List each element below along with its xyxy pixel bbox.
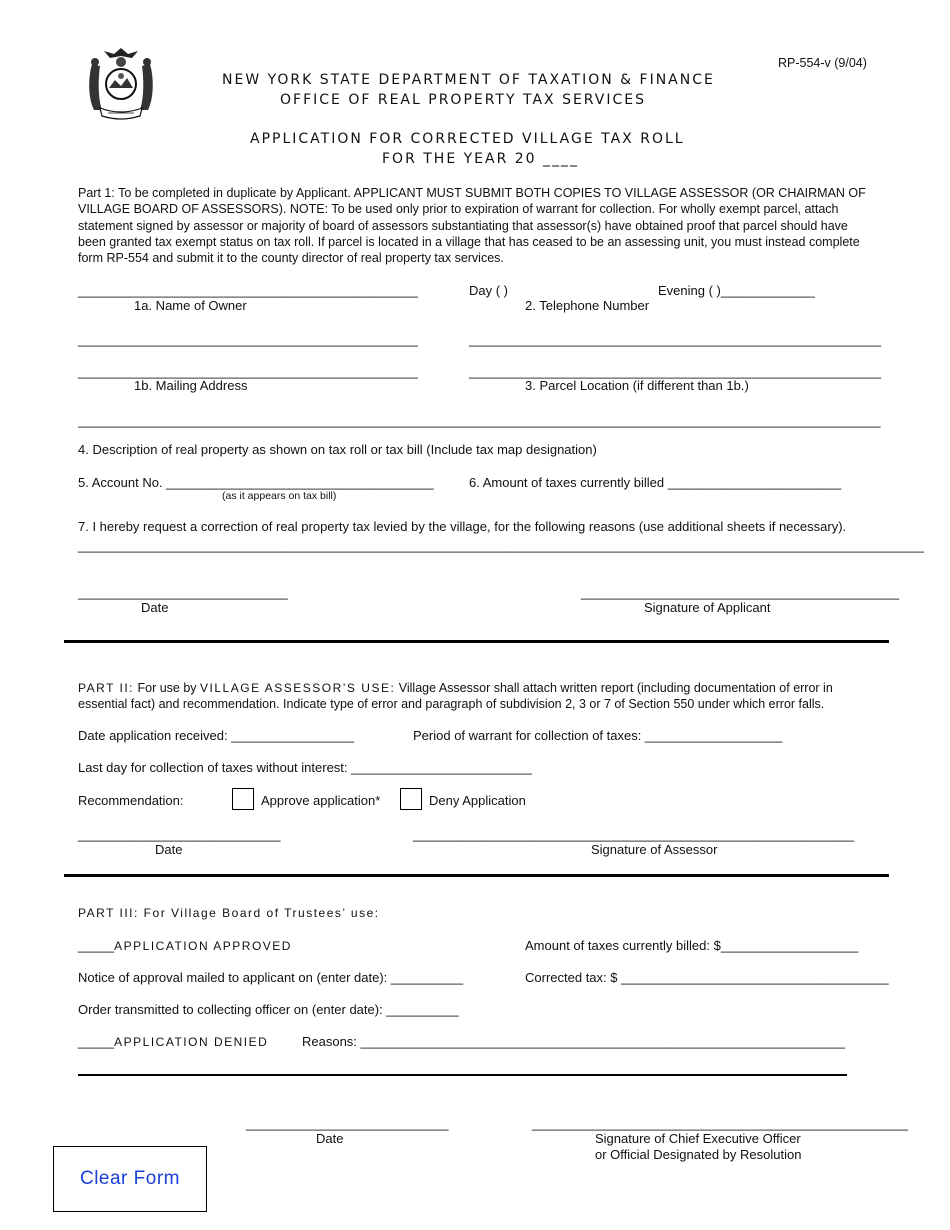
approved-label: APPLICATION APPROVED: [114, 939, 292, 953]
deny-label: Deny Application: [429, 793, 526, 808]
applicant-date-field[interactable]: _____________________________: [78, 585, 288, 600]
applicant-signature-field[interactable]: ____________________________________________: [581, 585, 900, 600]
officer-signature-label-1: Signature of Chief Executive Officer: [595, 1131, 801, 1146]
part1-instructions: Part 1: To be completed in duplicate by Applicant. APPLICANT MUST SUBMIT BOTH COPIES TO VILLAGE ASSESSOR (OR CHAIRMAN OF VILLAGE BOARD OF ASSESSORS). NOTE: To be used only prior to expiration of warrant for collection. For wholly exempt parcel, attach statement signed by assessor or majority of board of assessors substantiating that assessor(s) have obtained proof that parcel should have been granted tax exempt status on tax roll. If parcel is located in a village that has ceased to be an assessing unit, you must instead complete form RP-554 and submit it to the county director of real property tax services.: [78, 186, 866, 266]
denied-blank[interactable]: _____: [78, 1034, 115, 1049]
section-divider-1: [64, 640, 889, 643]
parcel-location-field-2[interactable]: _________________________________________________________: [469, 364, 882, 379]
warrant-period-field[interactable]: Period of warrant for collection of taxes: ___________________: [413, 728, 783, 743]
part3-heading: PART III: For Village Board of Trustees’ use:: [78, 906, 380, 920]
officer-signature-field[interactable]: ____________________________________________________: [532, 1116, 908, 1131]
clear-form-button[interactable]: Clear Form: [53, 1146, 207, 1212]
amount-billed-field[interactable]: Amount of taxes currently billed: $___________________: [525, 938, 859, 953]
assessor-date-field[interactable]: ____________________________: [78, 827, 281, 842]
recommendation-label: Recommendation:: [78, 793, 184, 808]
officer-signature-label-2: or Official Designated by Resolution: [595, 1147, 802, 1162]
part2-instructions: [78, 680, 878, 713]
corrected-tax-field[interactable]: Corrected tax: $ _____________________________________: [525, 970, 889, 985]
description-field[interactable]: _______________________________________________________________________________________________________________: [78, 413, 881, 428]
owner-name-label: 1a. Name of Owner: [134, 298, 247, 313]
evening-phone-field[interactable]: Evening ( )_____________: [658, 283, 815, 298]
day-phone-field[interactable]: Day ( ): [469, 283, 508, 298]
reasons-field[interactable]: _____________________________________________________________________________________________________________________: [78, 538, 924, 553]
assessor-date-label: Date: [155, 842, 183, 857]
taxes-billed-field[interactable]: 6. Amount of taxes currently billed ________________________: [469, 475, 842, 490]
ny-state-seal: [80, 44, 162, 120]
assessor-signature-label: Signature of Assessor: [591, 842, 718, 857]
part2-for-use-by: For use by: [137, 681, 197, 695]
application-denied-line[interactable]: [78, 1034, 268, 1049]
parcel-location-field-1[interactable]: _________________________________________________________: [469, 332, 882, 347]
order-transmitted-field[interactable]: Order transmitted to collecting officer on (enter date): __________: [78, 1002, 459, 1017]
deny-checkbox[interactable]: [400, 788, 422, 810]
phone-label: 2. Telephone Number: [525, 298, 650, 313]
account-number-note: (as it appears on tax bill): [222, 490, 337, 502]
part2-heading: PART II:: [78, 681, 135, 695]
owner-name-field[interactable]: _______________________________________________: [78, 283, 418, 298]
applicant-signature-label: Signature of Applicant: [644, 600, 771, 615]
reasons-underline: [78, 1074, 847, 1076]
part2-instructions-text: Village Assessor shall attach written report (including documentation of error in essential fact) and recommendation. Indicate type of error and paragraph of subdivision 2, 3 or 7 of Section 550 under which error falls.: [78, 681, 833, 712]
parcel-location-label: 3. Parcel Location (if different than 1b.): [525, 378, 749, 393]
date-received-field[interactable]: Date application received: _________________: [78, 728, 355, 743]
denial-reasons-field[interactable]: Reasons: ___________________________________________________________________: [302, 1034, 845, 1049]
mailing-address-field-1[interactable]: _______________________________________________: [78, 332, 418, 347]
form-title: APPLICATION FOR CORRECTED VILLAGE TAX ROLL: [250, 131, 685, 147]
account-number-field[interactable]: 5. Account No. _____________________________________: [78, 475, 434, 490]
denied-label: APPLICATION DENIED: [114, 1035, 269, 1049]
item-4-label: 4. Description of real property as shown on tax roll or tax bill (Include tax map designation): [78, 442, 597, 457]
mailing-address-field-2[interactable]: _______________________________________________: [78, 364, 418, 379]
part2-assessor-use: VILLAGE ASSESSOR’S USE:: [200, 681, 396, 695]
form-id: RP-554-v (9/04): [778, 56, 867, 70]
assessor-signature-field[interactable]: _____________________________________________________________: [413, 827, 855, 842]
mailing-address-label: 1b. Mailing Address: [134, 378, 248, 393]
last-day-field[interactable]: Last day for collection of taxes without interest: _________________________: [78, 760, 532, 775]
applicant-date-label: Date: [141, 600, 169, 615]
officer-date-label: Date: [316, 1131, 344, 1146]
dept-line-2: OFFICE OF REAL PROPERTY TAX SERVICES: [280, 92, 646, 108]
form-year: FOR THE YEAR 20 ____: [382, 151, 580, 167]
notice-mailed-field[interactable]: Notice of approval mailed to applicant on (enter date): __________: [78, 970, 464, 985]
application-approved-line[interactable]: [78, 938, 292, 953]
section-divider-2: [64, 874, 889, 877]
approve-checkbox[interactable]: [232, 788, 254, 810]
dept-line-1: NEW YORK STATE DEPARTMENT OF TAXATION & FINANCE: [222, 72, 715, 88]
item-7-label: 7. I hereby request a correction of real property tax levied by the village, for the following reasons (use additional sheets if necessary).: [78, 519, 847, 534]
officer-date-field[interactable]: ____________________________: [246, 1116, 449, 1131]
approve-label: Approve application*: [261, 793, 381, 808]
approved-blank[interactable]: _____: [78, 938, 115, 953]
